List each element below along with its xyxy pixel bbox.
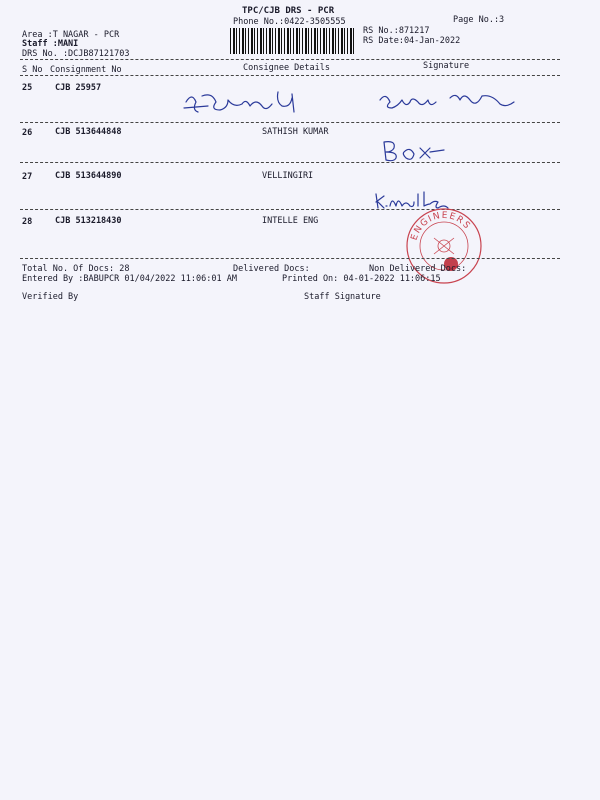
staff-signature: Staff Signature bbox=[304, 292, 381, 302]
row-sno: 27 bbox=[22, 172, 33, 182]
row-sno: 25 bbox=[22, 83, 33, 93]
row-consignment: CJB 513644848 bbox=[55, 127, 122, 137]
row-sno: 26 bbox=[22, 128, 33, 138]
row-consignee: SATHISH KUMAR bbox=[262, 127, 329, 137]
row-consignment: CJB 513644890 bbox=[55, 171, 122, 181]
consignee-handwritten-name bbox=[180, 88, 320, 122]
svg-text:ENGINEERS: ENGINEERS bbox=[409, 210, 473, 242]
row-sno: 28 bbox=[22, 217, 33, 227]
row-25-signature bbox=[376, 88, 526, 118]
rs-date: RS Date:04-Jan-2022 bbox=[363, 36, 461, 46]
separator bbox=[20, 122, 560, 123]
verified-by: Verified By bbox=[22, 292, 79, 302]
entered-by: Entered By :BABUPCR 01/04/2022 11:06:01 AM bbox=[22, 274, 237, 284]
printed-on: Printed On: 04-01-2022 11:06:15 bbox=[282, 274, 441, 284]
total-docs: Total No. Of Docs: 28 bbox=[22, 264, 130, 274]
area-label: Area :T NAGAR - PCR bbox=[22, 30, 120, 40]
non-delivered-docs: Non Delivered Docs: bbox=[369, 264, 467, 274]
row-consignee: INTELLE ENG bbox=[262, 216, 319, 226]
separator bbox=[20, 59, 560, 60]
column-header-consignment: Consignment No bbox=[50, 65, 122, 75]
separator bbox=[20, 162, 560, 163]
rs-number: RS No.:871217 bbox=[363, 26, 430, 36]
page-number: Page No.:3 bbox=[453, 15, 505, 25]
document-title: TPC/CJB DRS - PCR bbox=[242, 6, 335, 16]
column-header-signature: Signature bbox=[423, 61, 470, 71]
barcode bbox=[230, 28, 354, 54]
delivered-docs: Delivered Docs: bbox=[233, 264, 310, 274]
drs-number: DRS No. :DCJB87121703 bbox=[22, 49, 130, 59]
separator bbox=[20, 75, 560, 76]
column-header-sno: S No bbox=[22, 65, 43, 75]
row-consignee: VELLINGIRI bbox=[262, 171, 314, 181]
column-header-consignee: Consignee Details bbox=[243, 63, 330, 73]
row-consignment: CJB 25957 bbox=[55, 83, 102, 93]
phone-number: Phone No.:0422-3505555 bbox=[233, 17, 346, 27]
row-consignment: CJB 513218430 bbox=[55, 216, 122, 226]
staff-label: Staff :MANI bbox=[22, 39, 79, 49]
separator bbox=[20, 258, 560, 259]
row-26-signature bbox=[380, 138, 450, 164]
